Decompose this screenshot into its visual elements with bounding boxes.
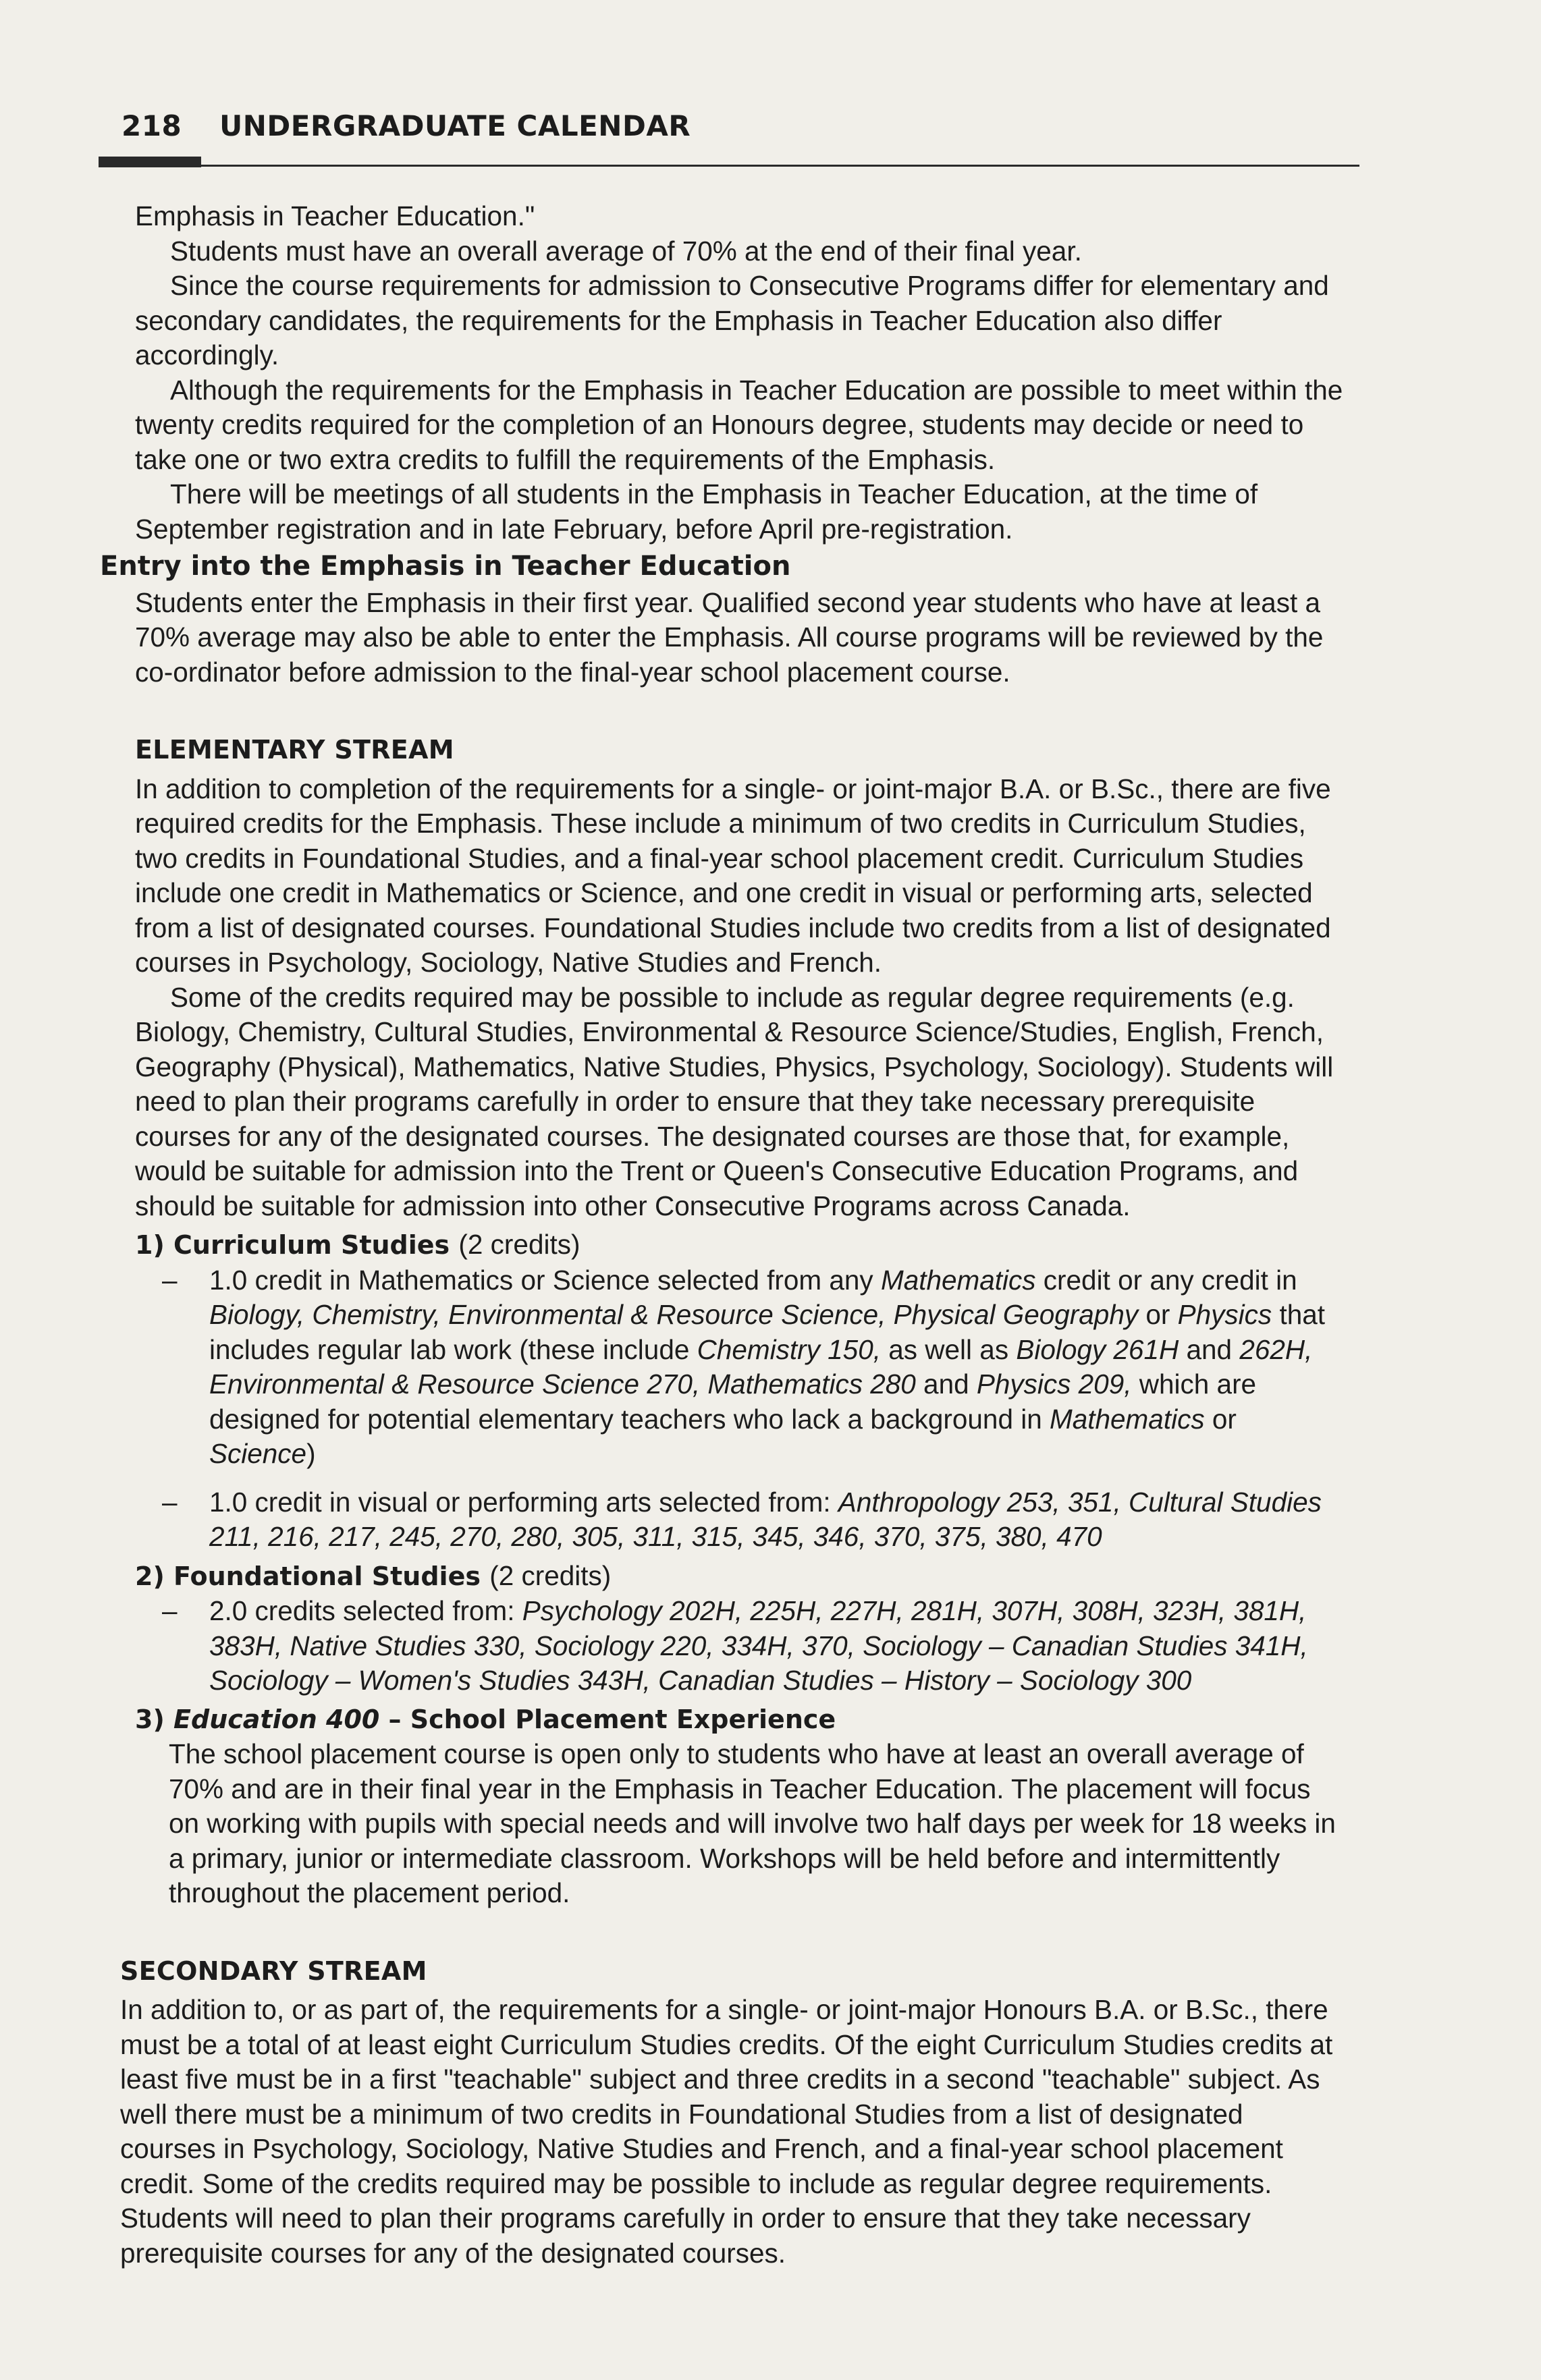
foundational-studies-heading: 2) Foundational Studies (2 credits) [135,1559,612,1591]
page-number: 218 [121,109,182,142]
entry-paragraph: Students enter the Emphasis in their first year. Qualified second year students who have at least a 70% average may also be able to enter the Emphasis. All course programs will be reviewed by the co-ordinator before admission to the final-year school placement course. [135,586,1324,688]
curriculum-option-arts: – 1.0 credit in visual or performing arts selected from: Anthropology 253, 351, Cultural Studies 211, 216, 217, 245, 270, 280, 305, 311, 315, 345, 346, 370, 375, 380, 470 [162,1486,1322,1552]
elementary-paragraph: In addition to completion of the requirements for a single- or joint-major B.A. or B.Sc., there are five required credits for the Emphasis. These include a minimum of two credits in Curriculum Studies, two credits in Foundational Studies, and a final-year school placement credit. Curriculum Studies include one credit in Mathematics or Science, and one credit in visual or performing arts, selected from a list of designated courses. Foundational Studies include two credits from a list of designated courses in Psychology, Sociology, Native Studies and French. [135,773,1331,978]
intro-paragraph: There will be meetings of all students in the Emphasis in Teacher Education, at the time of September registration and in late February, before April pre-registration. [135,478,1258,545]
curriculum-option-science: – 1.0 credit in Mathematics or Science selected from any Mathematics credit or any credit in Biology, Chemistry, Environmental & Resource Science, Physical Geography or Physics that includes regular lab work (these include Chemistry 150, as well as Biology 261H and 262H, Environmental & Resource Science 270, Mathematics 280 and Physics 209, which are designed for potential elementary teachers who lack a background in Mathematics or Science) [162,1264,1325,1469]
page-body [100,199,1343,2271]
page-header [121,109,1357,142]
school-placement-paragraph: The school placement course is open only to students who have at least an overall average of 70% and are in their final year in the Emphasis in Teacher Education. The placement will focus on working with pupils with special needs and will involve two half days per week for 18 weeks in a primary, junior or intermediate classroom. Workshops will be held before and intermittently throughout the placement period. [169,1738,1336,1908]
foundational-option: – 2.0 credits selected from: Psychology 202H, 225H, 227H, 281H, 307H, 308H, 323H, 381H, 383H, Native Studies 330, Sociology 220, 334H, 370, Sociology – Canadian Studies 341H, Sociology – Women's Studies 343H, Canadian Studies – History – Sociology 300 [162,1595,1308,1696]
elementary-heading: ELEMENTARY STREAM [135,735,454,765]
intro-paragraph: Since the course requirements for admission to Consecutive Programs differ for elementary and secondary candidates, the requirements for the Emphasis in Teacher Education also differ accordingly. [135,270,1329,370]
school-placement-heading: 3) Education 400 – School Placement Experience [135,1704,836,1734]
intro-paragraph: Although the requirements for the Emphasis in Teacher Education are possible to meet within the twenty credits required for the completion of an Honours degree, students may decide or need to take one or two extra credits to fulfill the requirements of the Emphasis. [135,374,1343,475]
secondary-paragraph: In addition to, or as part of, the requirements for a single- or joint-major Honours B.A. or B.Sc., there must be a total of at least eight Curriculum Studies credits. Of the eight Curriculum Studies credits at least five must be in a first "teachable" subject and three credits in a second "teachable" subject. As well there must be a minimum of two credits in Foundational Studies from a list of designated courses in Psychology, Sociology, Native Studies and French, and a final-year school placement credit. Some of the credits required may be possible to include as regular degree requirements. Students will need to plan their programs carefully in order to ensure that they take necessary prerequisite courses for any of the designated courses. [120,1994,1333,2269]
intro-paragraph: Students must have an overall average of 70% at the end of their final year. [170,235,1082,267]
header-rule [99,165,1359,167]
secondary-heading: SECONDARY STREAM [120,1956,427,1986]
entry-heading: Entry into the Emphasis in Teacher Education [100,551,791,582]
intro-continuation: Emphasis in Teacher Education." [135,200,535,231]
running-title: UNDERGRADUATE CALENDAR [219,109,691,142]
curriculum-studies-heading: 1) Curriculum Studies (2 credits) [135,1229,580,1260]
elementary-paragraph: Some of the credits required may be possible to include as regular degree requirements (e.g. Biology, Chemistry, Cultural Studies, Environmental & Resource Science/Studies, English, French, Geography (Physical), Mathematics, Native Studies, Physics, Psychology, Sociology). Students will need to plan their programs carefully in order to ensure that they take necessary prerequisite courses for any of the designated courses. The designated courses are those that, for example, would be suitable for admission into the Trent or Queen's Consecutive Education Programs, and should be suitable for admission into other Consecutive Programs across Canada. [135,981,1334,1221]
secondary-stream-section [120,1954,1343,2271]
